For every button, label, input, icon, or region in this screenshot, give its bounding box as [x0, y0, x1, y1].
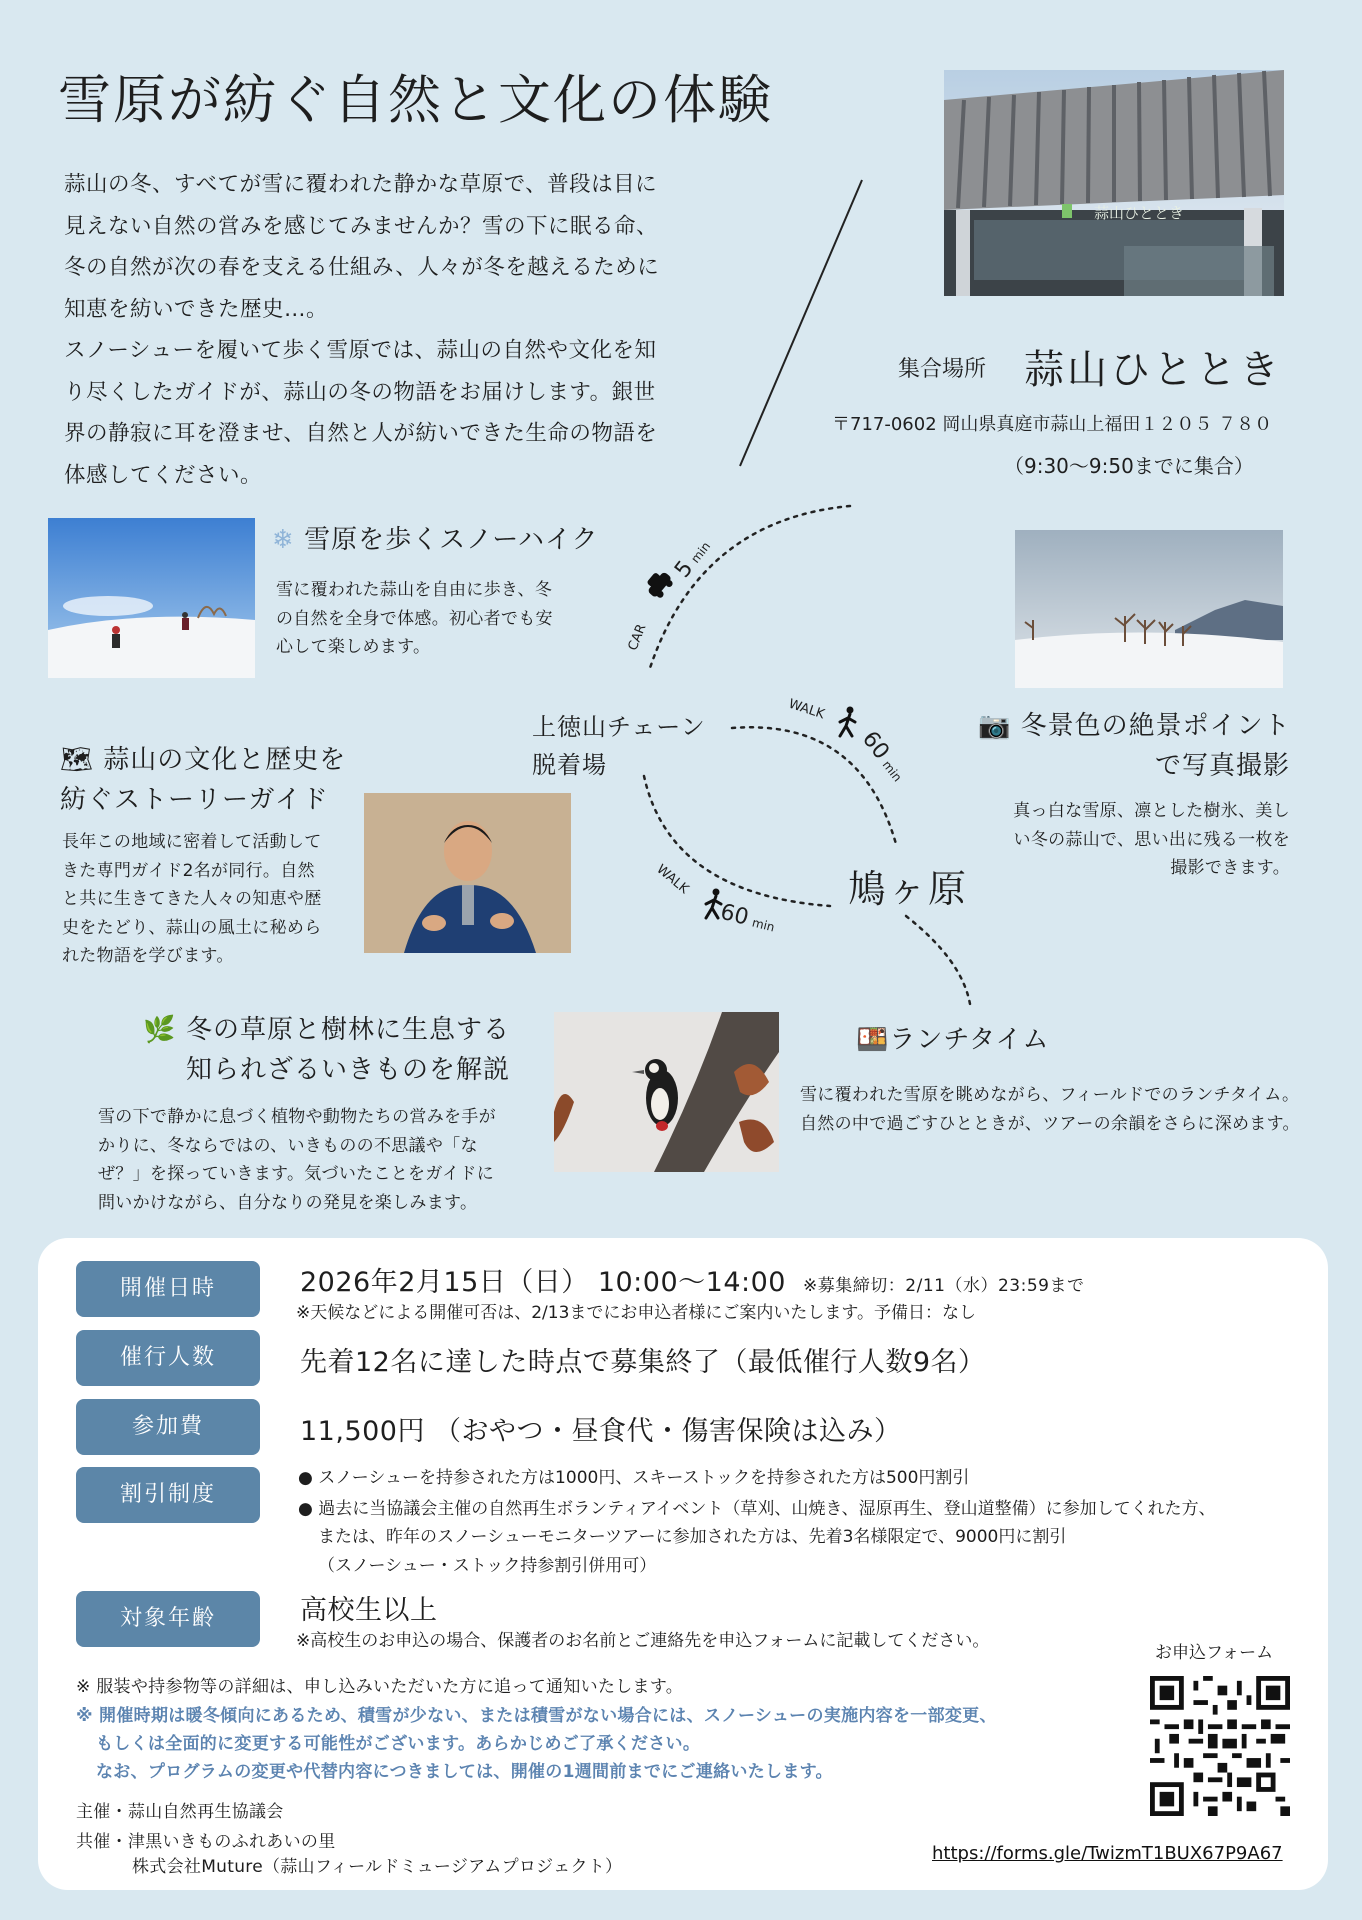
intro-line: 知恵を紡いできた歴史…。 [64, 296, 329, 322]
event-date: 2026年2月15日（日） 10:00〜14:00 ※募集締切：2/11（水）23:59まで [300, 1267, 1085, 1298]
form-url-link[interactable]: https://forms.gle/TwizmT1BUX67P9A67 [932, 1843, 1283, 1864]
snowhike-photo [48, 518, 255, 678]
age-value: 高校生以上 [300, 1595, 438, 1626]
lunch-body: 雪に覆われた雪原を眺めながら、フィールドでのランチタイム。 自然の中で過ごすひとときが、ツアーの余韻をさらに深めます。 [800, 1085, 1300, 1134]
walk1-mode-label: WALK [786, 696, 827, 723]
fee-label: 参加費 [76, 1399, 260, 1455]
snowhike-title: ❄ 雪原を歩くスノーハイク [272, 525, 599, 555]
intro-line: 見えない自然の営みを感じてみませんか？雪の下に眠る命、 [64, 213, 659, 239]
photo-section-body: 真っ白な雪原、凛とした樹氷、美し い冬の蒜山で、思い出に残る一枚を 撮影できます。 [1013, 801, 1290, 878]
warning-note: ※ 開催時期は暖冬傾向にあるため、積雪が少ない、または積雪がない場合には、スノーシューの実施内容を一部変更、 [76, 1706, 997, 1726]
capacity-value: 先着12名に達した時点で募集終了（最低催行人数9名） [300, 1347, 986, 1378]
bento-icon: 🍱 [856, 1025, 890, 1055]
discount-item: ● 過去に当協議会主催の自然再生ボランティアイベント（草刈、山焼き、湿原再生、登山道整備）に参加してくれた方、 [298, 1499, 1216, 1519]
age-note: ※高校生のお申込の場合、保護者のお名前とご連絡先を申込フォームに記載してください。 [296, 1631, 990, 1651]
lunch-title: 🍱ランチタイム [856, 1025, 1050, 1055]
snowhike-body: 雪に覆われた蒜山を自由に歩き、冬 の自然を全身で体感。初心者でも安 心して楽しめます。 [276, 580, 553, 657]
meeting-address: 〒717-0602 岡山県真庭市蒜山上福田１２０５ ７８０ [832, 414, 1273, 435]
car-time-label: 5 min [670, 539, 714, 583]
discount-item: ● スノーシューを持参された方は1000円、スキーストックを持参された方は500円割引 [298, 1468, 970, 1488]
creatures-body: 雪の下で静かに息づく植物や動物たちの営みを手が かりに、冬ならではの、いきものの不思議や「な ぜ？」を探っていきます。気づいたことをガイドに 問いかけながら、自分なりの発見を楽しみます。 [98, 1107, 496, 1213]
meeting-place-photo [944, 70, 1284, 296]
fee-value: 11,500円 （おやつ・昼食代・傷害保険は込み） [300, 1416, 902, 1447]
walk2-mode-label: WALK [653, 861, 692, 898]
meeting-label: 集合場所 [898, 357, 987, 382]
discount-label: 割引制度 [76, 1467, 260, 1523]
host: 主催・蒜山自然再生協議会 [76, 1802, 284, 1822]
weather-note: ※天候などによる開催可否は、2/13までにお申込者様にご案内いたします。予備日：なし [296, 1303, 977, 1323]
general-note: ※ 服装や持参物等の詳細は、申し込みいただいた方に追って通知いたします。 [76, 1677, 684, 1697]
woodpecker-photo [554, 1012, 779, 1172]
story-body: 長年この地域に密着して活動して きた専門ガイド2名が同行。自然 と共に生きてきた人々の知恵や歴 史をたどり、蒜山の風土に秘めら れた物語を学びます。 [62, 832, 322, 966]
car-icon [642, 567, 675, 601]
intro-text [64, 164, 704, 496]
form-label: お申込フォーム [1155, 1643, 1274, 1663]
age-label: 対象年齢 [76, 1591, 260, 1647]
intro-line: 蒜山の冬、すべてが雪に覆われた静かな草原で、普段は目に [64, 172, 658, 197]
intro-line: り尽くしたガイドが、蒜山の冬の物語をお届けします。銀世 [64, 379, 656, 405]
walk2-time-label: 60 min [717, 899, 776, 935]
camera-icon: 📷 [978, 711, 1012, 741]
discount-item-cont: または、昨年のスノーシューモニターツアーに参加された方は、先着3名様限定で、9000円に割引 [318, 1527, 1067, 1547]
co-host: 株式会社Muture（蒜山フィールドミュージアムプロジェクト） [132, 1857, 623, 1877]
walking-icon [706, 889, 721, 919]
qr-code[interactable] [1150, 1676, 1290, 1816]
photo-section-title: 📷 冬景色の絶景ポイント で写真撮影 [978, 711, 1291, 781]
discount-item-cont: （スノーシュー・ストック持参割引併用可） [318, 1556, 657, 1576]
story-title: 🗺 蒜山の文化と歴史を 紡ぐストーリーガイド [60, 745, 347, 815]
snowflake-icon: ❄ [272, 525, 295, 555]
deadline-note: ※募集締切：2/11（水）23:59まで [803, 1276, 1085, 1296]
co-host: 共催・津黒いきものふれあいの里 [76, 1832, 336, 1852]
meeting-time: （9:30〜9:50までに集合） [1004, 454, 1254, 478]
intro-line: 冬の自然が次の春を支える仕組み、人々が冬を越えるために [64, 255, 660, 280]
svg-text:蒜山ひととき: 蒜山ひととき [1094, 204, 1185, 222]
route-goal-label: 鳩ヶ原 [848, 867, 969, 911]
walking-icon [840, 707, 855, 737]
capacity-label: 催行人数 [76, 1330, 260, 1386]
walk1-time-label: 60 min [856, 726, 905, 785]
intro-line: スノーシューを履いて歩く雪原では、蒜山の自然や文化を知 [64, 338, 657, 363]
map-icon: 🗺 [60, 745, 95, 775]
page-title: 雪原が紡ぐ自然と文化の体験 [58, 70, 773, 131]
intro-line: 界の静寂に耳を澄ませ、自然と人が紡いできた生命の物語を [64, 421, 658, 446]
creatures-title: 🌿 冬の草原と樹林に生息する 知られざるいきものを解説 [143, 1015, 510, 1085]
warning-note: なお、プログラムの変更や代替内容につきましては、開催の1週間前までにご連絡いたします。 [96, 1762, 833, 1782]
leaf-icon: 🌿 [143, 1015, 177, 1045]
meeting-place-name: 蒜山ひととき [1024, 347, 1282, 393]
intro-line: 体感してください。 [64, 462, 263, 488]
warning-note: もしくは全面的に変更する可能性がございます。あらかじめご了承ください。 [96, 1734, 701, 1754]
car-mode-label: CAR [625, 622, 650, 653]
route-start-label: 上徳山チェーン 脱着場 [532, 713, 706, 779]
guide-photo [364, 793, 571, 953]
scenery-photo [1015, 530, 1283, 688]
date-label: 開催日時 [76, 1261, 260, 1317]
